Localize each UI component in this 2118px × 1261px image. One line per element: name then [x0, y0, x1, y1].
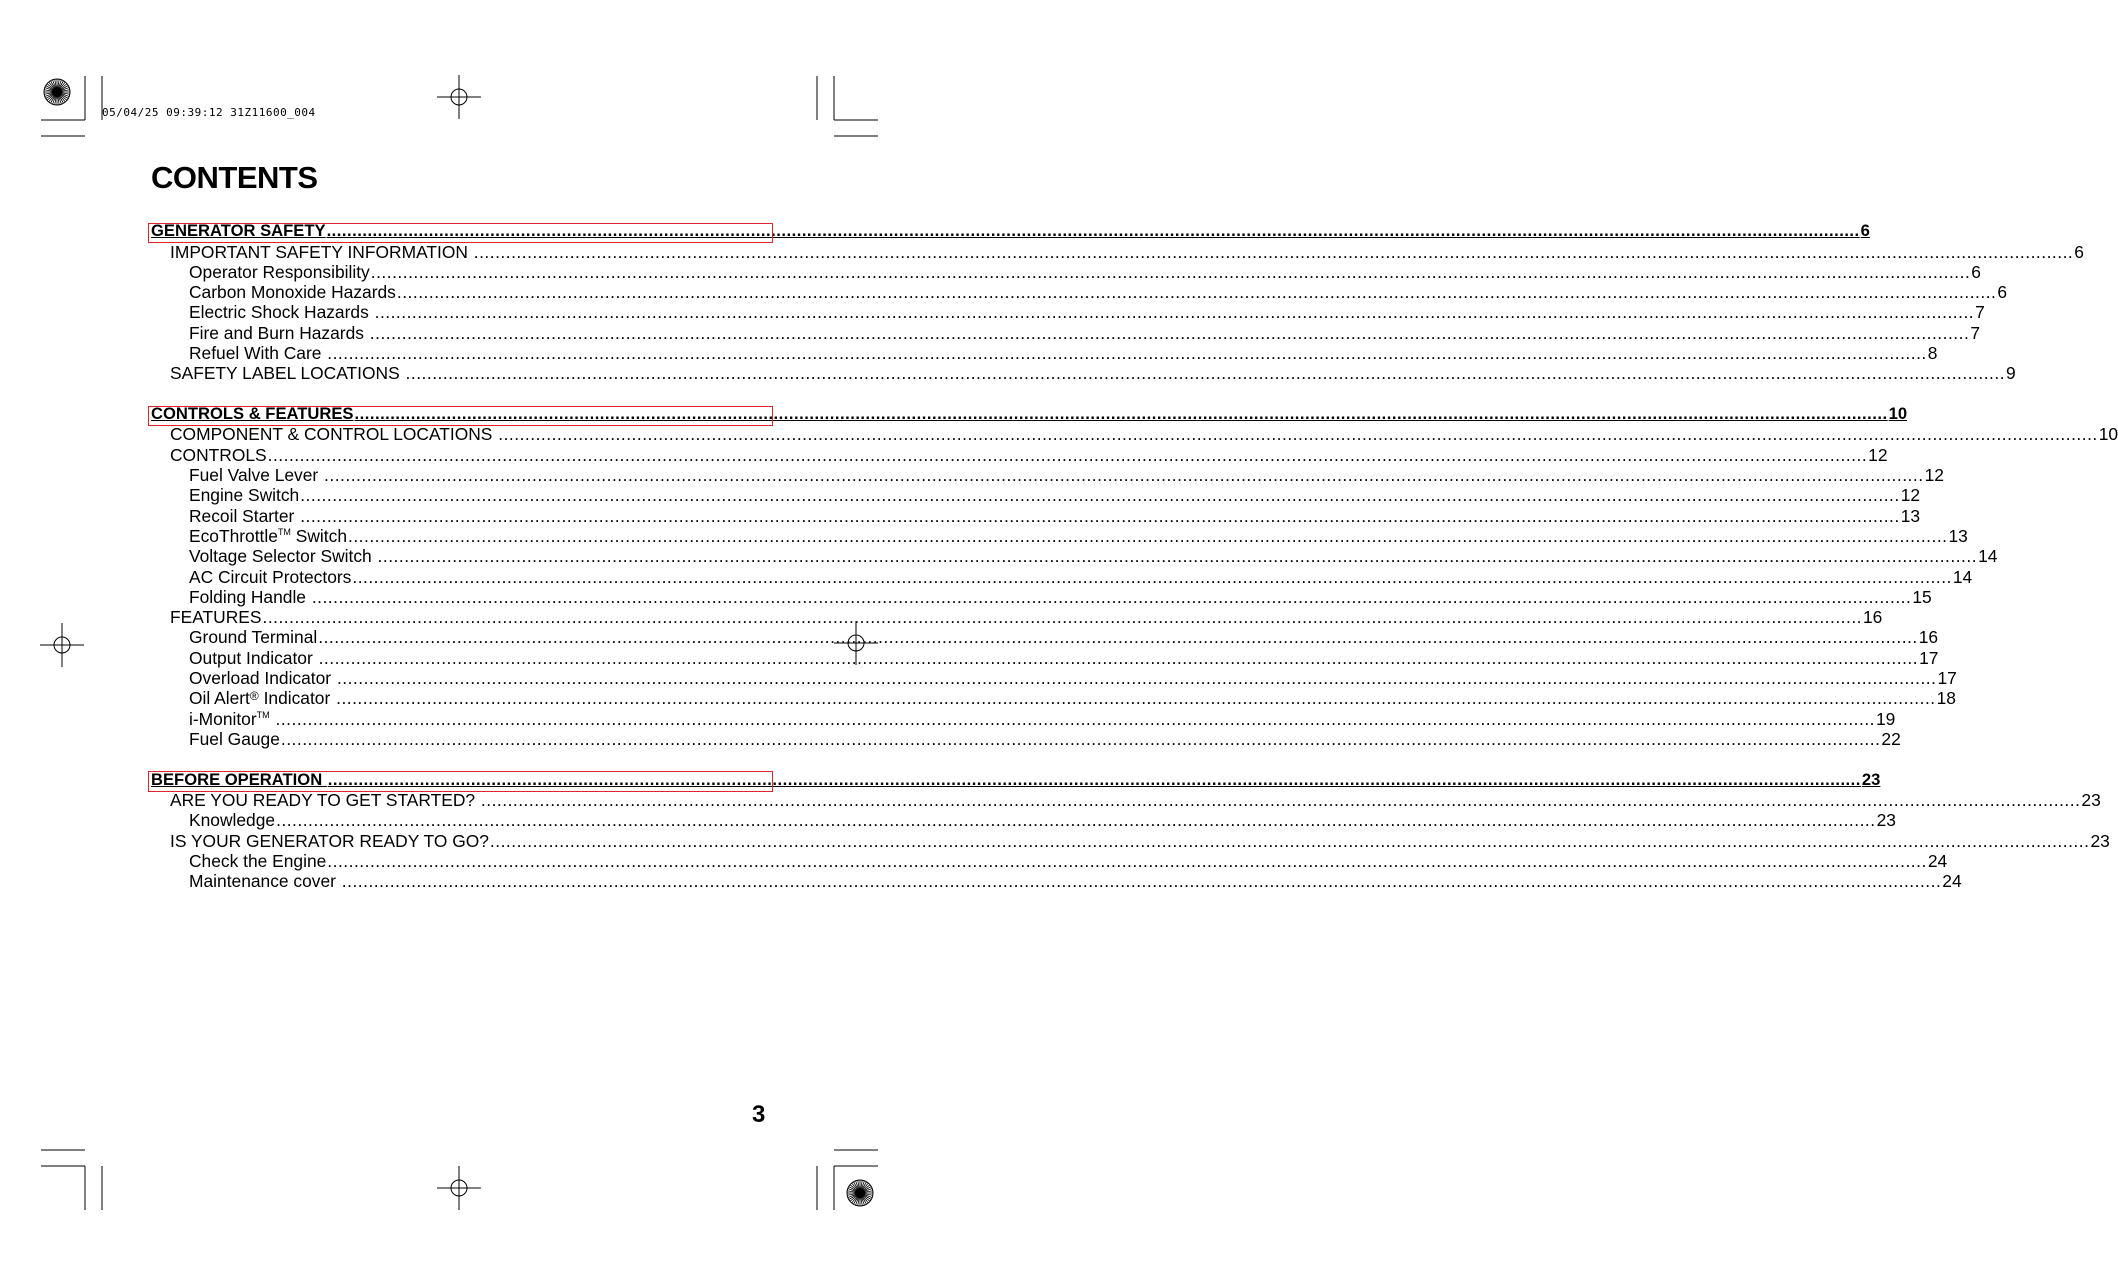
table-of-contents	[151, 221, 2118, 892]
toc-leader-dots: ............................................................................................................................................................................................................................................................................................................	[311, 586, 1912, 607]
toc-entry[interactable]	[151, 444, 1888, 465]
toc-page-number: 14	[1978, 546, 1998, 567]
toc-page-number: 8	[1927, 343, 1938, 364]
toc-page-number: 19	[1876, 708, 1896, 729]
toc-leader-dots: ............................................................................................................................................................................................................................................................................................................	[370, 261, 1971, 282]
toc-page-number: 15	[1912, 586, 1932, 607]
registration-crosshair-left	[40, 623, 84, 667]
toc-entry[interactable]	[151, 850, 1948, 871]
toc-entry-label: IS YOUR GENERATOR READY TO GO?	[170, 830, 489, 851]
toc-leader-dots: ............................................................................................................................................................................................................................................................................................................	[326, 221, 1860, 241]
toc-page-number: 24	[1942, 871, 1962, 892]
toc-entry[interactable]	[151, 546, 1998, 567]
toc-page-number: 12	[1900, 485, 1921, 506]
toc-entry-label: Refuel With Care	[189, 343, 327, 364]
registration-crosshair-bottom	[437, 1166, 481, 1210]
toc-leader-dots: ............................................................................................................................................................................................................................................................................................................	[374, 302, 1975, 323]
toc-entry-label: CONTROLS	[170, 444, 267, 465]
page-title: CONTENTS	[151, 160, 318, 195]
toc-leader-dots: ............................................................................................................................................................................................................................................................................................................	[352, 566, 1952, 587]
toc-leader-dots: ............................................................................................................................................................................................................................................................................................................	[300, 485, 1900, 506]
toc-page-number: 10	[2098, 424, 2118, 445]
toc-page-number: 12	[1868, 444, 1888, 465]
toc-entry-label: Check the Engine	[189, 850, 327, 871]
toc-entry[interactable]	[151, 627, 1939, 648]
toc-page-number: 23	[1876, 810, 1896, 831]
toc-entry-label: Output Indicator	[189, 647, 318, 668]
toc-page-number: 23	[1861, 769, 1881, 789]
toc-section[interactable]	[151, 769, 1881, 789]
toc-leader-dots: ............................................................................................................................................................................................................................................................................................................	[318, 647, 1919, 668]
toc-page-number: 18	[1936, 688, 1956, 709]
toc-entry-label: i-Monitor™	[189, 708, 270, 729]
toc-leader-dots: ............................................................................................................................................................................................................................................................................................................	[480, 790, 2081, 811]
toc-leader-dots: ............................................................................................................................................................................................................................................................................................................	[341, 871, 1942, 892]
toc-entry[interactable]	[151, 343, 1938, 364]
toc-page-number: 23	[2081, 790, 2101, 811]
toc-spacer	[151, 749, 768, 770]
toc-entry[interactable]	[151, 261, 1981, 282]
toc-entry-label: Oil Alert® Indicator	[189, 688, 336, 709]
registration-star-bottom-right	[847, 1180, 873, 1206]
toc-leader-dots: ............................................................................................................................................................................................................................................................................................................	[262, 607, 1862, 628]
toc-page-number: 6	[1860, 221, 1870, 241]
registration-star-top-left	[44, 79, 70, 105]
toc-leader-dots: ............................................................................................................................................................................................................................................................................................................	[396, 282, 1997, 303]
toc-entry[interactable]	[151, 607, 1883, 628]
toc-entry-label: SAFETY LABEL LOCATIONS	[170, 363, 405, 384]
toc-entry[interactable]	[151, 424, 2118, 445]
toc-page-number: 13	[1900, 505, 1921, 526]
toc-leader-dots: ............................................................................................................................................................................................................................................................................................................	[354, 404, 1888, 424]
toc-entry[interactable]	[151, 810, 1896, 831]
toc-entry-label: GENERATOR SAFETY	[151, 221, 326, 241]
toc-entry[interactable]	[151, 322, 1980, 343]
toc-page-number: 17	[1919, 647, 1939, 668]
toc-page-number: 10	[1888, 404, 1908, 424]
toc-leader-dots: ............................................................................................................................................................................................................................................................................................................	[300, 505, 1900, 526]
toc-section[interactable]	[151, 404, 1908, 424]
toc-entry[interactable]	[151, 790, 2101, 811]
toc-page-number: 13	[1948, 525, 1968, 546]
toc-page-number: 12	[1924, 465, 1944, 486]
toc-entry[interactable]	[151, 647, 1939, 668]
toc-entry[interactable]	[151, 363, 2016, 384]
toc-entry-label: Ground Terminal	[189, 627, 318, 648]
toc-page-number: 16	[1918, 627, 1939, 648]
toc-entry-label: FEATURES	[170, 607, 262, 628]
toc-entry-label: Recoil Starter	[189, 505, 300, 526]
toc-entry[interactable]	[151, 302, 1985, 323]
toc-entry-label: Fuel Gauge	[189, 728, 280, 749]
toc-page-number: 14	[1952, 566, 1973, 587]
toc-leader-dots: ............................................................................................................................................................................................................................................................................................................	[348, 525, 1948, 546]
toc-entry-label: BEFORE OPERATION	[151, 769, 327, 789]
toc-entry[interactable]	[151, 830, 2110, 851]
toc-page-number: 7	[1975, 302, 1985, 323]
toc-leader-dots: ............................................................................................................................................................................................................................................................................................................	[473, 241, 2074, 262]
toc-entry[interactable]	[151, 465, 1944, 486]
toc-entry-label: Carbon Monoxide Hazards	[189, 282, 396, 303]
toc-entry-label: IMPORTANT SAFETY INFORMATION	[170, 241, 473, 262]
toc-entry[interactable]	[151, 871, 1962, 892]
toc-entry[interactable]	[151, 728, 1901, 749]
toc-leader-dots: ............................................................................................................................................................................................................................................................................................................	[336, 688, 1936, 709]
toc-entry-label: COMPONENT & CONTROL LOCATIONS	[170, 424, 498, 445]
toc-entry-label: CONTROLS & FEATURES	[151, 404, 354, 424]
toc-entry[interactable]	[151, 586, 1932, 607]
toc-page-number: 22	[1881, 728, 1901, 749]
toc-entry[interactable]	[151, 566, 1973, 587]
toc-entry-label: ARE YOU READY TO GET STARTED?	[170, 790, 480, 811]
toc-page-number: 17	[1937, 668, 1957, 689]
toc-entry[interactable]	[151, 525, 1968, 546]
toc-entry[interactable]	[151, 485, 1921, 506]
toc-spacer	[151, 383, 768, 404]
toc-entry-label: Electric Shock Hazards	[189, 302, 374, 323]
toc-leader-dots: ............................................................................................................................................................................................................................................................................................................	[336, 668, 1937, 689]
toc-entry-label: Knowledge	[189, 810, 276, 831]
toc-entry-label: Maintenance cover	[189, 871, 341, 892]
toc-page-number: 6	[1997, 282, 2008, 303]
toc-leader-dots: ............................................................................................................................................................................................................................................................................................................	[498, 424, 2098, 445]
toc-entry-label: Voltage Selector Switch	[189, 546, 377, 567]
toc-leader-dots: ............................................................................................................................................................................................................................................................................................................	[369, 322, 1970, 343]
registration-crosshair-top	[437, 75, 481, 119]
toc-entry[interactable]	[151, 668, 1957, 689]
toc-leader-dots: ............................................................................................................................................................................................................................................................................................................	[276, 810, 1876, 831]
toc-page-number: 23	[2090, 830, 2110, 851]
toc-entry-label: Engine Switch	[189, 485, 300, 506]
toc-entry-label: Operator Responsibility	[189, 261, 370, 282]
toc-entry-label: Fuel Valve Lever	[189, 465, 324, 486]
toc-leader-dots: ............................................................................................................................................................................................................................................................................................................	[327, 769, 1861, 789]
toc-entry-label: Folding Handle	[189, 586, 311, 607]
toc-section[interactable]	[151, 221, 1870, 241]
toc-page-number: 7	[1970, 322, 1980, 343]
toc-leader-dots: ............................................................................................................................................................................................................................................................................................................	[377, 546, 1978, 567]
toc-page-number: 16	[1863, 607, 1883, 628]
toc-entry-label: Fire and Burn Hazards	[189, 322, 369, 343]
toc-leader-dots: ............................................................................................................................................................................................................................................................................................................	[327, 343, 1927, 364]
toc-leader-dots: ............................................................................................................................................................................................................................................................................................................	[280, 728, 1881, 749]
print-timestamp: 05/04/25 09:39:12 31Z11600_004	[102, 106, 316, 119]
toc-page-number: 6	[1971, 261, 1981, 282]
toc-page-number: 6	[2074, 241, 2084, 262]
toc-entry-label: AC Circuit Protectors	[189, 566, 352, 587]
toc-entry[interactable]	[151, 708, 1896, 729]
toc-leader-dots: ............................................................................................................................................................................................................................................................................................................	[405, 363, 2006, 384]
toc-leader-dots: ............................................................................................................................................................................................................................................................................................................	[489, 830, 2090, 851]
toc-leader-dots: ............................................................................................................................................................................................................................................................................................................	[275, 708, 1876, 729]
toc-leader-dots: ............................................................................................................................................................................................................................................................................................................	[324, 465, 1924, 486]
toc-entry[interactable]	[151, 282, 2008, 303]
toc-leader-dots: ............................................................................................................................................................................................................................................................................................................	[267, 444, 1868, 465]
toc-leader-dots: ............................................................................................................................................................................................................................................................................................................	[318, 627, 1918, 648]
toc-entry-label: EcoThrottle™ Switch	[189, 525, 347, 546]
toc-entry[interactable]	[151, 505, 1921, 526]
toc-entry-label: Overload Indicator	[189, 668, 336, 689]
toc-page-number: 24	[1927, 850, 1948, 871]
toc-entry[interactable]	[151, 688, 1956, 709]
toc-leader-dots: ............................................................................................................................................................................................................................................................................................................	[327, 850, 1927, 871]
page-number: 3	[752, 1101, 766, 1128]
toc-page-number: 9	[2006, 363, 2016, 384]
toc-entry[interactable]	[151, 241, 2084, 262]
